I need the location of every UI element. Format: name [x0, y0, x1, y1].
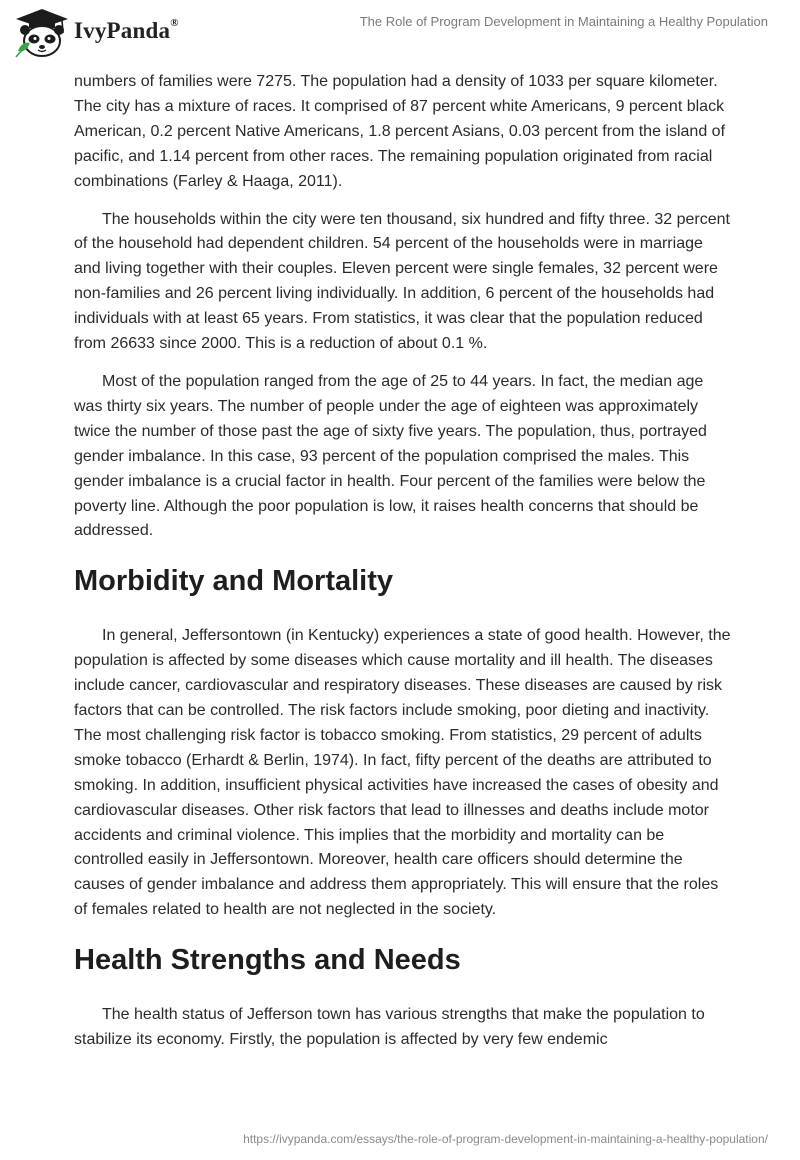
heading-morbidity-mortality: Morbidity and Mortality — [74, 565, 393, 598]
paragraph-age-distribution: Most of the population ranged from the age of 25 to 44 years. In fact, the median age was thirty six years. The number of people under the age of eighteen was approximately twice the number of those past the age of sixty five years. The population, thus, portrayed gender imbalance. In this case, 93 percent of the population comprised the males. This gender imbalance is a crucial factor in health. Four percent of the families were below the poverty line. Although the poor population is low, it raises health concerns that should be addressed. — [74, 372, 707, 540]
heading-health-strengths: Health Strengths and Needs — [74, 944, 461, 977]
ivypanda-logo[interactable] — [14, 7, 179, 59]
page-header — [0, 0, 800, 64]
paragraph-health-strengths: The health status of Jefferson town has various strengths that make the population to stabilize its economy. Firstly, the population is affected by very few endemic — [74, 1006, 705, 1049]
registered-mark: ® — [170, 17, 179, 30]
panda-graduate-icon — [14, 7, 70, 59]
document-title: The Role of Program Development in Maintaining a Healthy Population — [359, 14, 768, 29]
paragraph-morbidity: In general, Jeffersontown (in Kentucky) experiences a state of good health. However, the population is affected by some diseases which cause mortality and ill health. The diseases include cancer, cardiovascular and respiratory diseases. These diseases are caused by risk factors that can be controlled. The risk factors include smoking, poor dieting and inactivity. The most challenging risk factor is tobacco smoking. From statistics, 29 percent of adults smoke tobacco (Erhardt & Berlin, 1974). In fact, fifty percent of the deaths are attributed to smoking. In addition, insufficient physical activities have increased the cases of obesity and cardiovascular diseases. Other risk factors that lead to illnesses and deaths include motor accidents and criminal violence. This implies that the morbidity and mortality can be controlled easily in Jeffersontown. Moreover, health care officers should determine the causes of gender imbalance and address them appropriately. This will ensure that the roles of females related to health are not neglected in the society. — [74, 627, 731, 919]
paragraph-households: The households within the city were ten thousand, six hundred and fifty three. 32 percent of the household had dependent children. 54 percent of the households were in marriage and living together with their couples. Eleven percent were single females, 32 percent were non-families and 26 percent living individually. In addition, 6 percent of the households had individuals with at least 65 years. From statistics, it was clear that the population reduced from 26633 since 2000. This is a reduction of about 0.1 %. — [74, 210, 730, 353]
source-url-link[interactable]: https://ivypanda.com/essays/the-role-of-program-development-in-maintaining-a-healthy-population/ — [243, 1132, 768, 1146]
paragraph-continuation: numbers of families were 7275. The population had a density of 1033 per square kilometer. The city has a mixture of races. It comprised of 87 percent white Americans, 9 percent black American, 0.2 percent Native Americans, 1.8 percent Asians, 0.03 percent from the island of pacific, and 1.14 percent from other races. The remaining population originated from racial combinations (Farley & Haaga, 2011). — [74, 73, 726, 190]
essay-body — [74, 70, 734, 1066]
brand-name: IvyPanda® — [74, 17, 179, 43]
